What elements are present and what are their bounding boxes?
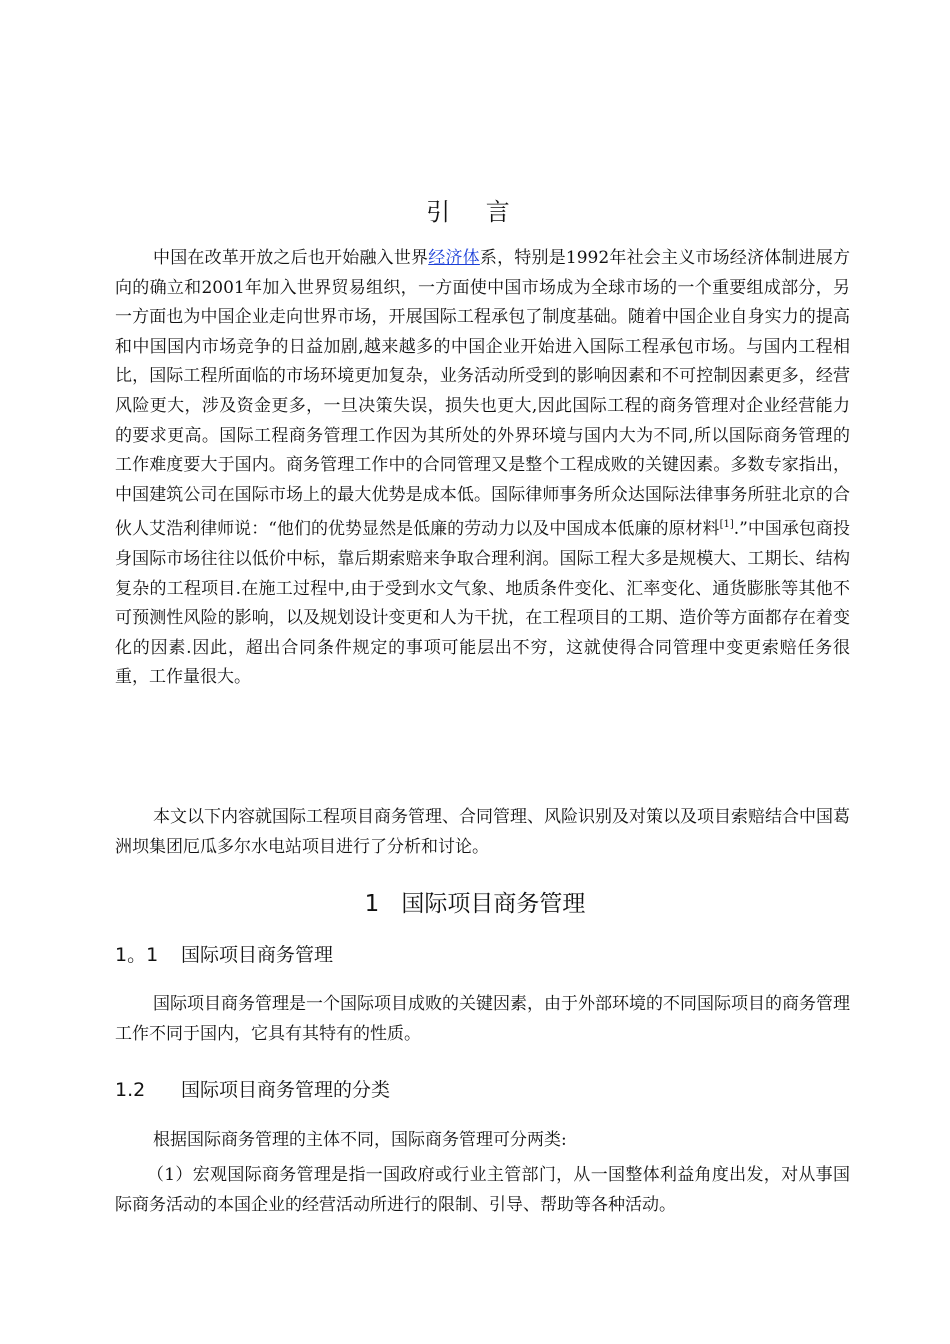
intro-text-start: 中国在改革开放之后也开始融入世界	[153, 248, 429, 268]
section-title: 国际项目商务管理的分类	[181, 1079, 391, 1101]
intro-paragraph-2: 本文以下内容就国际工程项目商务管理、合同管理、风险识别及对策以及项目索赔结合中国葛洲坝集团厄瓜多尔水电站项目进行了分析和讨论。	[115, 807, 850, 857]
intro-text-end: .”中国承包商投身国际市场往往以低价中标，靠后期索赔来争取合理利润。国际工程大多是规模大、工期长、结构复杂的工程项目.在施工过程中,由于受到水文气象、地质条件变化、汇率变化、通货膨胀等其他不可预测性风险的影响，以及规划设计变更和人为干扰，在工程项目的工期、造价等方面都存在着变化的因素.因此，超出合同条件规定的事项可能层出不穷，这就使得合同管理中变更索赔任务很重，工作量很大。	[115, 519, 850, 688]
chapter-heading	[0, 885, 950, 918]
section-1-2-paragraph: 根据国际商务管理的主体不同，国际商务管理可分两类:	[153, 1130, 567, 1150]
section-title: 国际项目商务管理	[181, 944, 334, 966]
section-1-1-paragraph: 国际项目商务管理是一个国际项目成败的关键因素，由于外部环境的不同国际项目的商务管理工作不同于国内，它具有其特有的性质。	[115, 994, 850, 1044]
section-heading-1-2	[115, 1075, 390, 1102]
reference-marker: [1]	[719, 519, 734, 531]
section-heading-1-1	[115, 940, 333, 967]
section-number: 1。1	[115, 944, 159, 966]
section-1-2-item-1: （1）宏观国际商务管理是指一国政府或行业主管部门，从一国整体利益角度出发，对从事国际商务活动的本国企业的经营活动所进行的限制、引导、帮助等各种活动。	[115, 1165, 850, 1215]
economy-system-link[interactable]: 经济体	[428, 248, 480, 268]
chapter-number: 1	[364, 891, 380, 917]
section-number: 1.2	[115, 1079, 146, 1101]
intro-text-middle: 系，特别是1992年社会主义市场经济体制进展方向的确立和2001年加入世界贸易组织，一方面使中国市场成为全球市场的一个重要组成部分，另一方面也为中国企业走向世界市场，开展国际工程承包了制度基础。随着中国企业自身实力的提高和中国国内市场竞争的日益加剧,越来越多的中国企业开始进入国际工程承包市场。与国内工程相比，国际工程所面临的市场环境更加复杂，业务活动所受到的影响因素和不可控制因素更多，经营风险更大，涉及资金更多，一旦决策失误，损失也更大,因此国际工程的商务管理对企业经营能力的要求更高。国际工程商务管理工作因为其所处的外界环境与国内大为不同,所以国际商务管理的工作难度要大于国内。商务管理工作中的合同管理又是整个工程成败的关键因素。多数专家指出，中国建筑公司在国际市场上的最大优势是成本低。国际律师事务所众达国际法律事务所驻北京的合伙人艾浩利律师说：“他们的优势显然是低廉的劳动力以及中国成本低廉的原材料	[115, 248, 851, 540]
intro-paragraph-1	[115, 244, 850, 693]
chapter-title: 国际项目商务管理	[401, 891, 586, 917]
page-title: 引 言	[426, 198, 524, 226]
